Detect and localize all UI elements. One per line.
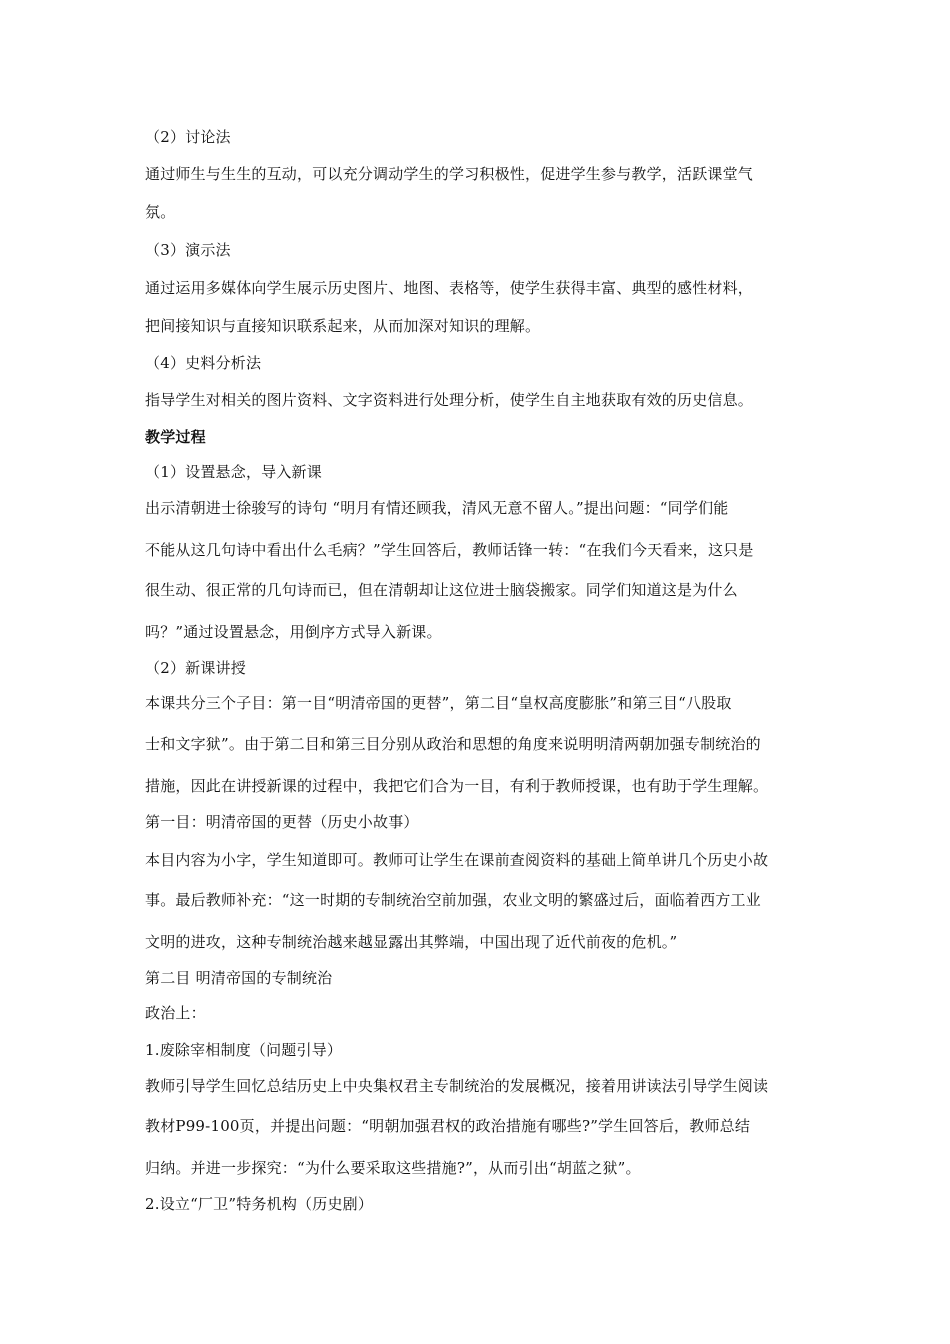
heading-political: 政治上： [145,1004,206,1022]
heading-set-suspense: （1）设置悬念，导入新课 [145,463,322,481]
paragraph-line: 把间接知识与直接知识联系起来，从而加深对知识的理解。 [145,317,541,335]
paragraph-line: 归纳。并进一步探究：“为什么要采取这些措施?”，从而引出“胡蓝之狱”。 [145,1159,641,1177]
heading-second-item: 第二目 明清帝国的专制统治 [145,969,333,987]
heading-new-lesson: （2）新课讲授 [145,659,246,677]
heading-source-analysis-method: （4）史料分析法 [145,354,262,372]
paragraph-line: 通过师生与生生的互动，可以充分调动学生的学习积极性，促进学生参与教学，活跃课堂气 [145,165,754,183]
heading-abolish-chancellor: 1.废除宰相制度（问题引导） [145,1041,343,1059]
paragraph-line: 吗？”通过设置悬念，用倒序方式导入新课。 [145,623,442,641]
paragraph-line: 很生动、很正常的几句诗而已，但在清朝却让这位进士脑袋搬家。同学们知道这是为什么 [145,581,738,599]
heading-demonstration-method: （3）演示法 [145,241,231,259]
paragraph-line: 出示清朝进士徐骏写的诗句 “明月有情还顾我，清风无意不留人。”提出问题：“同学们能 [145,499,729,517]
paragraph-line: 不能从这几句诗中看出什么毛病？”学生回答后，教师话锋一转：“在我们今天看来，这只是 [145,541,754,559]
paragraph-line: 通过运用多媒体向学生展示历史图片、地图、表格等，使学生获得丰富、典型的感性材料， [145,279,754,297]
paragraph-line: 指导学生对相关的图片资料、文字资料进行处理分析，使学生自主地获取有效的历史信息。 [145,391,754,409]
paragraph-line: 氛。 [145,203,176,221]
heading-first-item: 第一目：明清帝国的更替（历史小故事） [145,813,419,831]
paragraph-line: 教材P99-100页，并提出问题：“明朝加强君权的政治措施有哪些?”学生回答后，教师总结 [145,1117,751,1135]
paragraph-line: 本课共分三个子目：第一目“明清帝国的更替”，第二目“皇权高度膨胀”和第三目“八股取 [145,694,732,712]
paragraph-line: 本目内容为小字，学生知道即可。教师可让学生在课前查阅资料的基础上简单讲几个历史小故 [145,851,769,869]
paragraph-line: 教师引导学生回忆总结历史上中央集权君主专制统治的发展概况，接着用讲读法引导学生阅读 [145,1077,769,1095]
paragraph-line: 士和文字狱”。由于第二目和第三目分别从政治和思想的角度来说明明清两朝加强专制统治的 [145,735,761,753]
section-title-teaching-process: 教学过程 [145,428,206,446]
heading-changwei-agency: 2.设立“厂卫”特务机构（历史剧） [145,1195,374,1213]
paragraph-line: 事。最后教师补充：“这一时期的专制统治空前加强，农业文明的繁盛过后，面临着西方工业 [145,891,761,909]
paragraph-line: 措施，因此在讲授新课的过程中，我把它们合为一目，有利于教师授课，也有助于学生理解。 [145,777,769,795]
paragraph-line: 文明的进攻，这种专制统治越来越显露出其弊端，中国出现了近代前夜的危机。” [145,933,678,951]
heading-discussion-method: （2）讨论法 [145,128,231,146]
